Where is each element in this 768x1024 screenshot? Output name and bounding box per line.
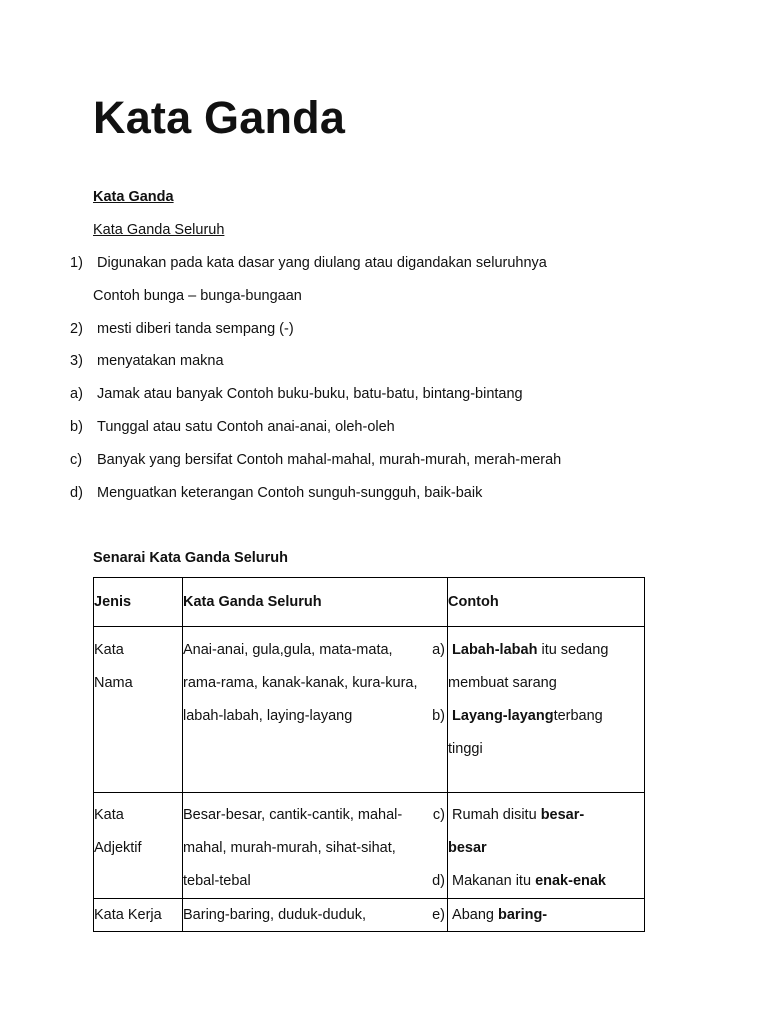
kata-text: Anai-anai, gula,gula, mata-mata, — [183, 642, 393, 658]
list-item: Banyak yang bersifat Contoh mahal-mahal, murah-murah, merah-merah — [97, 452, 562, 468]
jenis-cell — [94, 793, 183, 899]
section-subheading: Kata Ganda Seluruh — [93, 222, 225, 238]
kata-text: Besar-besar, cantik-cantik, mahal- — [183, 807, 403, 823]
kata-text: labah-labah, laying-layang — [183, 708, 353, 724]
contoh-line — [448, 899, 644, 931]
example-marker: d) — [432, 873, 445, 889]
kata-line — [183, 865, 447, 898]
contoh-line — [448, 634, 644, 667]
list-marker: b) — [70, 419, 83, 435]
contoh-cell — [448, 899, 645, 932]
contoh-plain: Abang — [452, 907, 498, 923]
list-item: Digunakan pada kata dasar yang diulang atau digandakan seluruhnya — [97, 255, 547, 271]
contoh-plain: Makanan itu — [452, 873, 536, 889]
kata-text: mahal, murah-murah, sihat-sihat, — [183, 840, 396, 856]
jenis-text: Kata Kerja — [94, 907, 162, 923]
table-title: Senarai Kata Ganda Seluruh — [93, 550, 289, 566]
jenis-text: Nama — [94, 675, 133, 691]
header-contoh: Contoh — [448, 578, 645, 627]
jenis-text: Kata — [94, 642, 124, 658]
table-header-row — [94, 578, 645, 627]
table-row — [94, 899, 645, 932]
contoh-plain: terbang — [553, 708, 603, 724]
kata-line — [183, 799, 447, 832]
jenis-text: Adjektif — [94, 840, 142, 856]
list-item-example: Contoh bunga – bunga-bungaan — [93, 288, 302, 304]
contoh-bold: Labah-labah — [452, 642, 538, 658]
contoh-bold: Layang-layang — [452, 708, 554, 724]
list-item: Jamak atau banyak Contoh buku-buku, batu-batu, bintang-bintang — [97, 386, 523, 402]
list-marker: d) — [70, 485, 83, 501]
contoh-line — [448, 865, 644, 898]
list-item: Menguatkan keterangan Contoh sunguh-sungguh, baik-baik — [97, 485, 483, 501]
contoh-plain: itu sedang — [537, 642, 609, 658]
list-marker: c) — [70, 452, 83, 468]
contoh-plain: Rumah disitu — [452, 807, 541, 823]
kata-line — [183, 832, 447, 865]
contoh-cell — [448, 627, 645, 793]
kata-line — [183, 634, 447, 667]
list-marker: 3) — [70, 353, 83, 369]
page-title: Kata Ganda — [93, 92, 346, 143]
section-heading: Kata Ganda — [93, 189, 174, 205]
kata-line — [183, 667, 447, 700]
table-row — [94, 627, 645, 793]
list-item: menyatakan makna — [97, 353, 224, 369]
kata-text: Baring-baring, duduk-duduk, — [183, 907, 366, 923]
jenis-cell — [94, 627, 183, 793]
table-row — [94, 793, 645, 899]
list-marker: 1) — [70, 255, 83, 271]
contoh-line — [448, 667, 644, 700]
contoh-plain: tinggi — [448, 741, 483, 757]
contoh-bold: enak-enak — [535, 873, 606, 889]
list-marker: a) — [70, 386, 83, 402]
example-marker: c) — [432, 807, 445, 823]
kata-ganda-table — [93, 577, 645, 932]
kata-line — [183, 899, 447, 931]
contoh-bold: besar — [448, 840, 487, 856]
contoh-line — [448, 832, 644, 865]
kata-cell — [183, 899, 448, 932]
kata-cell — [183, 793, 448, 899]
kata-text: tebal-tebal — [183, 873, 251, 889]
list-item: Tunggal atau satu Contoh anai-anai, oleh-oleh — [97, 419, 395, 435]
contoh-cell — [448, 793, 645, 899]
contoh-plain: membuat sarang — [448, 675, 557, 691]
list-item: mesti diberi tanda sempang (-) — [97, 321, 294, 337]
kata-cell — [183, 627, 448, 793]
example-marker: b) — [432, 708, 445, 724]
contoh-bold: besar- — [540, 807, 585, 823]
kata-line — [183, 700, 447, 733]
jenis-cell — [94, 899, 183, 932]
jenis-text: Kata — [94, 807, 124, 823]
contoh-line — [448, 733, 644, 766]
contoh-line — [448, 799, 644, 832]
contoh-line — [448, 700, 644, 733]
header-jenis: Jenis — [94, 578, 183, 627]
header-kata-ganda: Kata Ganda Seluruh — [183, 578, 448, 627]
contoh-bold: baring- — [498, 907, 548, 923]
example-marker: a) — [432, 642, 445, 658]
example-marker: e) — [432, 907, 445, 923]
kata-text: rama-rama, kanak-kanak, kura-kura, — [183, 675, 418, 691]
list-marker: 2) — [70, 321, 83, 337]
